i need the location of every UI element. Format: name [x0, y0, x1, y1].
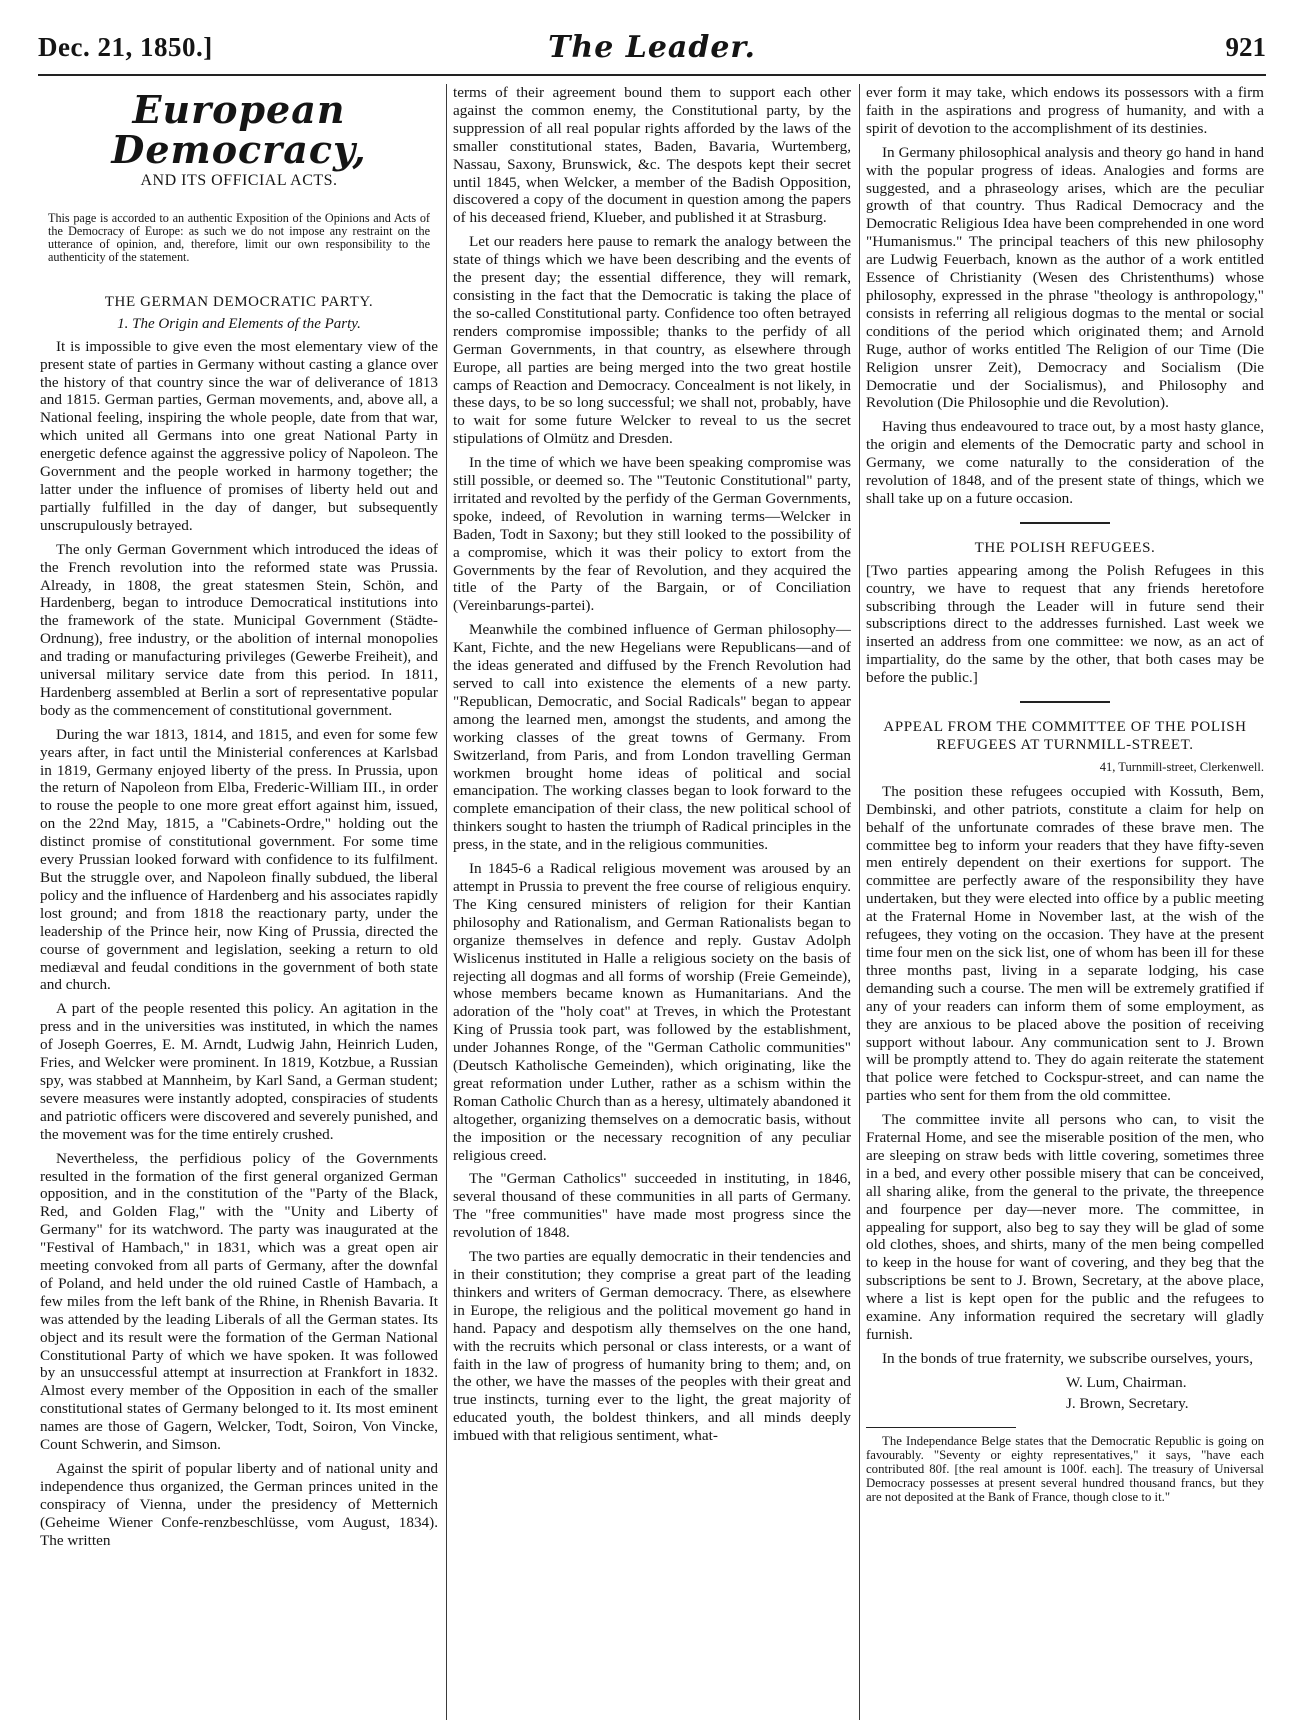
signature-secretary: J. Brown, Secretary. [1066, 1394, 1189, 1412]
paragraph: In the time of which we have been speaking compromise was still possible, or deemed so. The "Teutonic Constitutional" party, irritated and revolted by the perfidy of the German Governments, spoke, indeed, of Revolution in warning terms—Welcker in Baden, Todt in Saxony; but they still looked to the possibility of a compromise, which it was their policy to extort from the Governments by the fear of Revolution, and they acquired the title of the Party of the Bargain, or of Conciliation (Vereinbarungs-partei). [453, 454, 851, 615]
paragraph: In 1845-6 a Radical religious movement was aroused by an attempt in Prussia to prevent the free course of religious enquiry. The King censured ministers of religion for their Kantian philosophy and Rationalism, and German Rationalists began to organize themselves in defence and reply. Gustav Adolph Wislicenus instituted in Halle a religious society on the basis of rejecting all dogmas and all forms of worship (Freie Gemeinde), whose members became known as Humanitarians. And the adoration of the "holy coat" at Treves, in which the Protestant King of Prussia took part, was followed by the establishment, under Johannes Ronge, of the "German Catholic communities" (Deutsch Katholische Gemeinden), which originating, like the great reformation under Luther, rather as a schism within the Roman Catholic Church than as a heresy, ultimately abandoned it altogether, organizing themselves on a democratic basis, without the imposition or the necessary recognition of any peculiar religious creed. [453, 860, 851, 1164]
column-rule-right [859, 84, 860, 1720]
paragraph: It is impossible to give even the most elementary view of the present state of parties in Germany without casting a glance over the history of that country since the war of deliverance of 1813 and 1815. German parties, German movements, and, above all, a National feeling, inspiring the whole people, date from that war, which united all Germans into one great National Party in energetic defence against the aggressive policy of Napoleon. The Government and the people worked in harmony together; the latter under the influence of promises of liberty held out and partially fulfilled in the day of danger, but subsequently unscrupulously betrayed. [40, 337, 438, 534]
column-2 [453, 84, 851, 1720]
masthead: The Leader. [548, 30, 756, 65]
section-subtitle: AND ITS OFFICIAL ACTS. [140, 172, 338, 189]
section-title: European Democracy, [111, 87, 367, 172]
polish-refugees-note: [Two parties appearing among the Polish Refugees in this country, we have to request that any friends heretofore subscribing through the Leader will in future send their subscriptions direct to the addresses furnished. Last week we inserted an address from one committee: we now, as an act of impartiality, do the same by the other, that both cases may be before the public.] [866, 561, 1264, 687]
article-title: THE GERMAN DEMOCRATIC PARTY. [104, 293, 374, 310]
footnote-rule [866, 1427, 1016, 1428]
paragraph: Having thus endeavoured to trace out, by a most hasty glance, the origin and elements of the Democratic party and school in Germany, we come naturally to the consideration of the revolution of 1848, and of the present state of things, which we shall take up on a future occasion. [866, 418, 1264, 507]
footnote: The Independance Belge states that the Democratic Republic is going on favourably. "Seventy or eighty representatives," it says, "have each contributed 80f. [the real amount is 100f. each]. The treasury of Universal Democracy possesses at present several hundred thousand francs, but they are not deposited at the Bank of France, though close to it." [866, 1433, 1264, 1505]
paragraph: In the bonds of true fraternity, we subscribe ourselves, yours, [882, 1349, 1254, 1367]
issue-date: Dec. 21, 1850.] [38, 32, 213, 62]
section-divider [1020, 701, 1110, 703]
paragraph: Against the spirit of popular liberty and of national unity and independence thus organized, the German princes united in the conspiracy of Vienna, under the presidency of Metternich (Geheime Wiener Confe-renzbeschlüsse, vom August, 1834). The written [40, 1460, 438, 1549]
editor-note: This page is accorded to an authentic Exposition of the Opinions and Acts of the Democracy of Europe: as such we do not impose any restraint on the utterance of opinion, and, therefore, limit our own responsibility to the authenticity of the statement. [48, 210, 430, 264]
paragraph: Let our readers here pause to remark the analogy between the state of things which we have been describing and the events of the present day; the essential difference, they will remark, consisting in the fact that the Democratic is taking the place of the so-called Constitutional party. Confidence too often betrayed renders compromise impossible; thanks to the perfidy of all German Governments, in that country, as elsewhere through Europe, all parties are being merged into the two great hostile camps of Reaction and Democracy. Concealment is not likely, in these days, to be so long successful; we shall not, probably, have to wait for some future Welcker to reveal to us the secret stipulations of Olmütz and Dresden. [453, 233, 851, 448]
running-head [38, 30, 1266, 76]
polish-refugees-title: THE POLISH REFUGEES. [974, 539, 1156, 556]
paragraph: Nevertheless, the perfidious policy of the Governments resulted in the formation of the first general organized German opposition, and in the constitution of the "Party of the Black, Red, and Golden Flag," with the "Unity and Liberty of Germany" for its watchword. The party was inaugurated at the "Festival of Hambach," in 1831, which was a great open air meeting convoked from all parts of Germany, after the downfal of Poland, and held under the old ruined Castle of Hambach, a few miles from the left bank of the Rhine, in Rhenish Bavaria. It was attended by the leading Liberals of all the German states. Its object and its result were the formation of the German National Constitutional Party of which we have spoken. It was followed by an unsuccessful attempt at insurrection at Frankfort in 1832. Almost every member of the Opposition in each of the smaller constitutional states of Germany belonged to it. Its most eminent names are those of Gagern, Welcker, Todt, Soiron, Von Vincke, Count Schwerin, and Simson. [40, 1149, 438, 1454]
column-rule-left [446, 84, 447, 1720]
paragraph: The committee invite all persons who can, to visit the Fraternal Home, and see the miserable position of the men, who are sleeping on straw beds with little covering, sometimes three in a bed, and every other possible misery that can be conceived, all sharing alike, from the general to the private, the threepence and fourpence per day—never more. The committee, in appealing for support, also beg to say they will be glad of some old clothes, shoes, and shirts, many of the men being compelled to keep in the house for want of covering, and they beg that the subscriptions be sent to J. Brown, Secretary, at the above place, where a list is kept open for the public and the refugees to examine. Any information required the secretary will gladly furnish. [866, 1111, 1264, 1343]
paragraph: terms of their agreement bound them to support each other against the common enemy, the Constitutional party, by the suppression of all real popular rights afforded by the laws of the smaller constitutional states, Baden, Bavaria, Wurtemberg, Nassau, Saxony, Brunswick, &c. The despots kept their secret until 1845, when Welcker, a member of the Badish Opposition, discovered a copy of the document in question among the papers of his deceased friend, Klueber, and published it at Strasburg. [453, 84, 851, 227]
paragraph: A part of the people resented this policy. An agitation in the press and in the universities was instituted, in which the names of Joseph Goerres, E. M. Arndt, Ludwig Jahn, Heinrich Luden, Fries, and Welcker were prominent. In 1819, Kotzbue, a Russian spy, was stabbed at Mannheim, by Karl Sand, a German student; severe measures were instantly adopted, conspiracies of students and patriotic officers were discovered and severely punished, and the movement was for the time entirely crushed. [40, 1000, 438, 1143]
paragraph: In Germany philosophical analysis and theory go hand in hand with the popular progress of ideas. Analogies and forms are suggested, and a phraseology arises, which are the peculiar growth of that country. Thus Radical Democracy and the Democratic Religious Idea have been comprehended in one word "Humanismus." The principal teachers of this new philosophy are Ludwig Feuerbach, known as the author of a work entitled Essence of Christianity (Wesen des Christenthums) whose philosophy, expressed in the phrase "theology is anthropology," consists in referring all religious dogmas to the mental or social conditions of the period which originated them; and Arnold Ruge, author of works entitled The Religion of our Time (Die Religion unsrer Zeit), Democracy and Socialism (Die Democratie und der Socialismus), and Philosophy and Revolution (Die Philosophie und die Revolution). [866, 143, 1264, 412]
paragraph: During the war 1813, 1814, and 1815, and even for some few years after, in fact until the Ministerial conferences at Karlsbad in 1819, Germany enjoyed liberty of the press. In Prussia, upon the return of Napoleon from Elba, Frederic-William III., in order to rouse the people to one more great effort against him, issued, on the 22nd May, 1815, a "Cabinets-Ordre," holding out the distinct promise of constitutional government. For some time every Prussian looked forward with confidence to its fulfilment. But the struggle over, and Napoleon finally subdued, the liberal policy and the influence of Hardenberg and his associates rapidly lost ground; and from 1818 the reactionary party, under the leadership of the Prince heir, now King of Prussia, directed the course of government and legislation, seeking a return to old mediæval and feudal conditions in the government of both state and church. [40, 725, 438, 994]
article-subtitle: 1. The Origin and Elements of the Party. [117, 315, 361, 332]
paragraph: Meanwhile the combined influence of German philosophy—Kant, Fichte, and the new Hegelians were Republicans—and of the ideas generated and diffused by the French Revolution had served to call into existence the elements of a new party. "Republican, Democratic, and Social Radicals" began to appear among the learned men, amongst the students, and among the working classes of the great towns of Germany. From Switzerland, from Paris, and from London travelling German workmen brought home ideas of political and social emancipation. The working classes began to look forward to the complete emancipation of their class, the new political school of thinkers sought to hasten the triumph of Radical principles in the press, in the state, and in the religious communities. [453, 621, 851, 854]
paragraph: The position these refugees occupied with Kossuth, Bem, Dembinski, and other patriots, constitute a claim for help on behalf of the unfortunate comrades of these brave men. The committee beg to inform your readers that they have fifty-seven men entirely dependent on their exertions for support. The committee are perfectly aware of the responsibility they have undertaken, but they were elected into office by a public meeting at the Fraternal Home in November last, at the wish of the refugees, they voting on the occasion. They have at the present time four men on the sick list, one of whom has been ill for these three months past, living in a separate lodging, his case demanding such a course. The men will be extremely gratified if any of your readers can inform them of some employment, as they are anxious to be placed above the position of receiving support without labour. Any communication sent to J. Brown will be promptly attend to. They do again reiterate the statement that police were fetched to Cockspur-street, and can name the parties who sent for them from the old committee. [866, 782, 1264, 1105]
paragraph: ever form it may take, which endows its possessors with a firm faith in the aspirations and progress of humanity, and with a spirit of devotion to the accomplishment of its destinies. [866, 84, 1264, 137]
section-divider [1020, 522, 1110, 524]
page-number: 921 [1225, 32, 1266, 62]
column-1 [40, 84, 438, 1720]
paragraph: The "German Catholics" succeeded in instituting, in 1846, several thousand of these communities in all parts of Germany. The "free communities" have made most progress since the revolution of 1848. [453, 1170, 851, 1242]
signature-chairman: W. Lum, Chairman. [1066, 1373, 1187, 1391]
appeal-title: APPEAL FROM THE COMMITTEE OF THE POLISH REFUGEES AT TURNMILL-STREET. [883, 719, 1247, 753]
column-3 [866, 84, 1264, 1720]
paragraph: The only German Government which introduced the ideas of the French revolution into the reformed state was Prussia. Already, in 1808, the great statesmen Stein, Schön, and Hardenberg, began to introduce Democratical institutions into the framework of the state. Municipal Government (Städte-Ordnung), free industry, or the abolition of internal monopolies and trading or manufacturing privileges (Gewerbe Freiheit), and universal military service date from this period. In 1811, Hardenberg assembled at Berlin a sort of representative popular body as the commencement of constitutional government. [40, 540, 438, 719]
paragraph: The two parties are equally democratic in their tendencies and in their constitution; they comprise a great part of the leading thinkers and writers of German democracy. There, as elsewhere in Europe, the religious and the political movement go hand in hand. Papacy and despotism ally themselves on the one hand, with the recruits which personal or class interests, or a want of faith in the law of progress of humanity bring to them; and, on the other, we have the masses of the peoples with their great and true instincts, turning ever to the light, the great majority of educated youth, the boldest thinkers, and all minds deeply imbued with that religious sentiment, what- [453, 1248, 851, 1445]
appeal-address: 41, Turnmill-street, Clerkenwell. [1099, 759, 1264, 774]
